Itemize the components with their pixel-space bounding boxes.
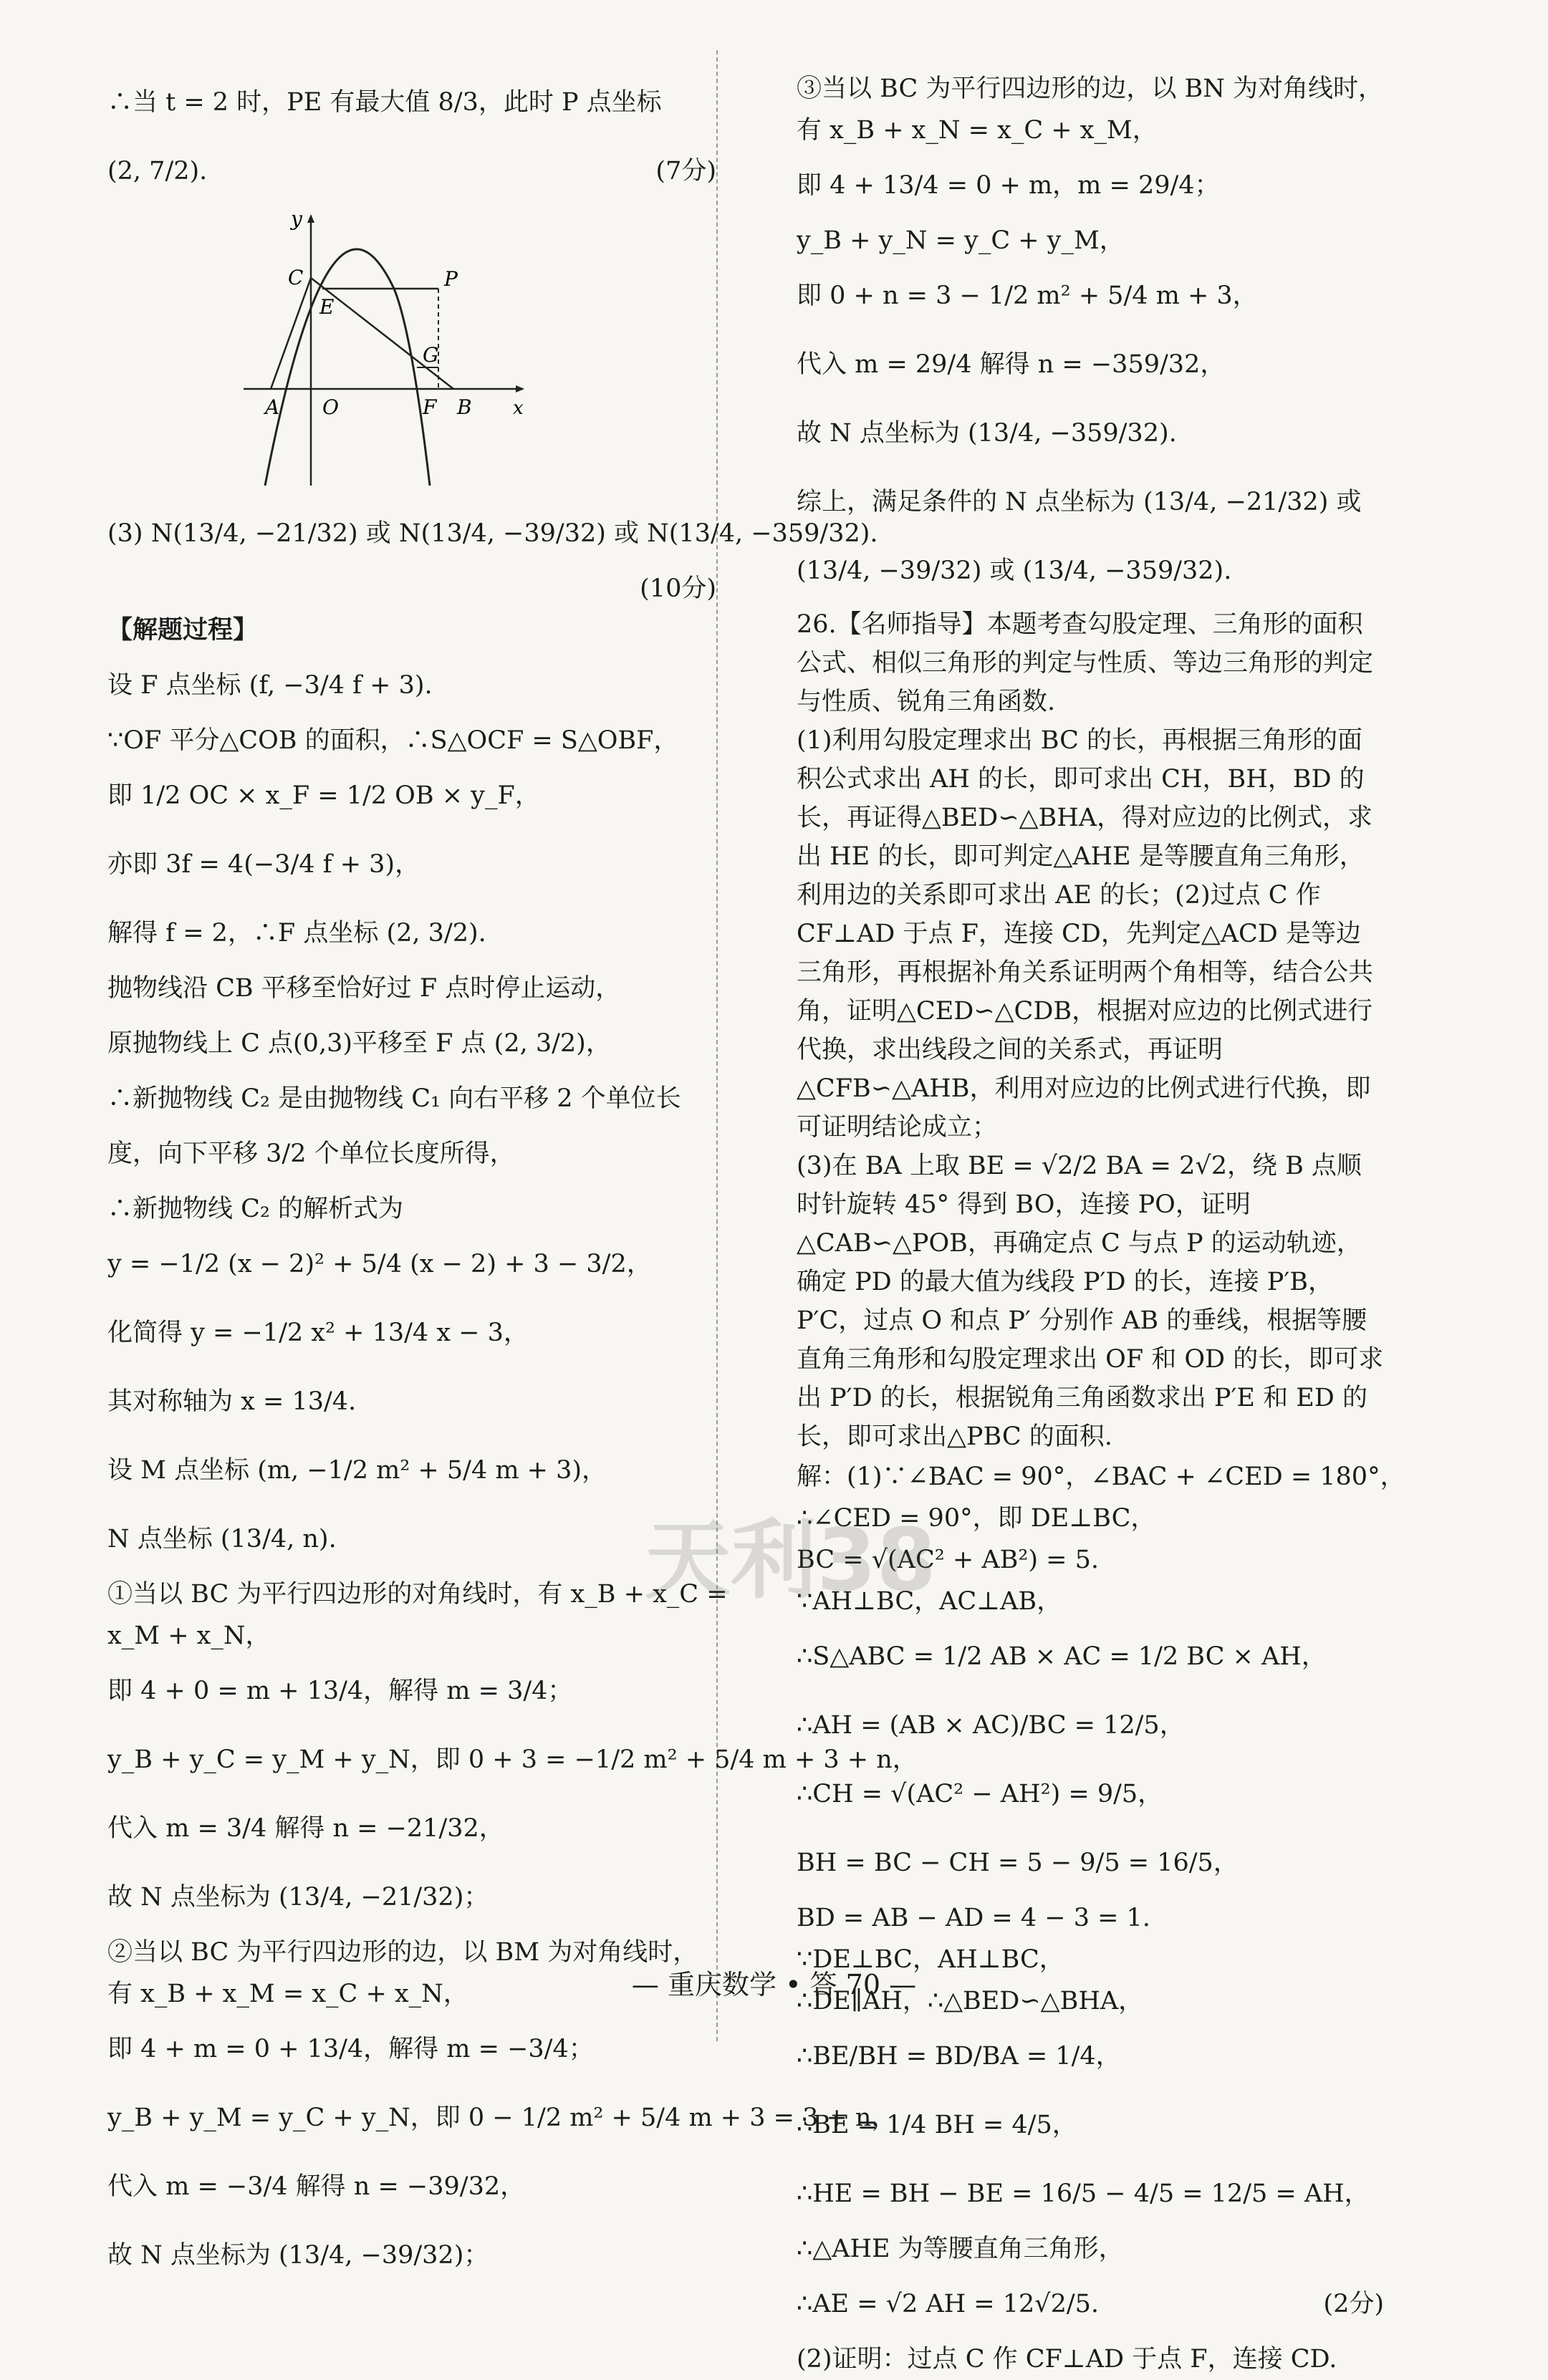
- score: (2分): [1323, 2290, 1384, 2318]
- line: ①当以 BC 为平行四边形的对角线时，有 x_B + x_C =: [107, 1580, 728, 1609]
- line: 设 F 点坐标 (f, −3/4 f + 3).: [107, 671, 433, 700]
- svg-text:天利38套: 天利38: [645, 1511, 936, 1611]
- line: ∴新抛物线 C₂ 是由抛物线 C₁ 向右平移 2 个单位长: [107, 1084, 681, 1113]
- question-26-guide: 26.【名师指导】本题考查勾股定理、三角形的面积公式、相似三角形的判定与性质、等边三角形的判定与性质、锐角三角函数.: [797, 610, 1374, 716]
- line: y = −1/2 (x − 2)² + 5/4 (x − 2) + 3 − 3/2，: [107, 1250, 652, 1278]
- guide-paragraph-1: (1)利用勾股定理求出 BC 的长，再根据三角形的面积公式求出 AH 的长，即可求出 CH，BH，BD 的长，再证得△BED∽△BHA，得对应边的比例式，求出 HE 的长，即可判定△AHE 是等腰直角三角形，利用边的关系即可求出 AE 的长；(2)过点 C 作 CF⊥AD 于点 F，连接 CD，先判定△ACD 是等边三角形，再根据补角关系证明两个角相等，结合公共角，证明△CED∽△CDB，根据对应边的比例式进行代换，求出线段之间的关系式，再证明△CFB∽△AHB，利用对应边的比例式进行代换，即可证明结论成立；: [797, 726, 1374, 1142]
- line: (2, 7/2). (7分): [107, 137, 716, 206]
- line: BC = √(AC² + AB²) = 5.: [797, 1546, 1099, 1574]
- line: 抛物线沿 CB 平移至恰好过 F 点时停止运动，: [107, 974, 621, 1003]
- line: 故 N 点坐标为 (13/4, −39/32)；: [107, 2241, 489, 2270]
- line: 代入 m = 29/4 解得 n = −359/32，: [797, 350, 1226, 379]
- line: y_B + y_C = y_M + y_N，即 0 + 3 = −1/2 m² + 5/4 m + 3 + n，: [107, 1745, 918, 1774]
- line: ∴CH = √(AC² − AH²) = 9/5，: [797, 1780, 1163, 1808]
- line: BH = BC − CH = 5 − 9/5 = 16/5，: [797, 1849, 1239, 1877]
- guide-paragraph-3: (3)在 BA 上取 BE = √2/2 BA = 2√2，绕 B 点顺时针旋转 45° 得到 BO，连接 PO，证明△CAB∽△POB，再确定点 C 与点 P 的运动轨迹，确定 PD 的最大值为线段 P′D 的长，连接 P′B，P′C，过点 O 和点 P′ 分别作 AB 的垂线，根据等腰直角三角形和勾股定理求出 OF 和 OD 的长，即可求出 P′D 的长，根据锐角三角函数求出 P′E 和 ED 的长，即可求出△PBC 的面积.: [797, 1152, 1384, 1451]
- line: ②当以 BC 为平行四边形的边，以 BM 为对角线时，: [107, 1938, 698, 1967]
- label-e: E: [319, 295, 335, 319]
- line: N 点坐标 (13/4, n).: [107, 1525, 337, 1553]
- line: ∵AH⊥BC，AC⊥AB，: [797, 1587, 1062, 1616]
- line: 解：(1)∵∠BAC = 90°，∠BAC + ∠CED = 180°，: [797, 1463, 1405, 1491]
- line: 代入 m = 3/4 解得 n = −21/32，: [107, 1814, 504, 1843]
- label-p: P: [444, 267, 458, 291]
- parabola-figure: [107, 210, 716, 496]
- line: 其对称轴为 x = 13/4.: [107, 1387, 357, 1416]
- line: ∵OF 平分△COB 的面积，∴S△OCF = S△OBF，: [107, 726, 679, 755]
- line: ∴新抛物线 C₂ 的解析式为: [107, 1195, 404, 1223]
- line: (13/4, −39/32) 或 (13/4, −359/32).: [797, 557, 1232, 585]
- section-heading: 【解题过程】: [107, 616, 259, 645]
- line: ③当以 BC 为平行四边形的边，以 BN 为对角线时，: [797, 74, 1383, 103]
- line: ∴AH = (AB × AC)/BC = 12/5，: [797, 1711, 1185, 1740]
- line: 有 x_B + x_M = x_C + x_N，: [107, 1980, 468, 2008]
- line: ∴HE = BH − BE = 16/5 − 4/5 = 12/5 = AH，: [797, 2179, 1370, 2208]
- line: 解得 f = 2，∴F 点坐标 (2, 3/2).: [107, 919, 486, 948]
- line: 原抛物线上 C 点(0,3)平移至 F 点 (2, 3/2)，: [107, 1029, 611, 1058]
- line: (2)证明：过点 C 作 CF⊥AD 于点 F，连接 CD.: [797, 2345, 1337, 2374]
- line: 综上，满足条件的 N 点坐标为 (13/4, −21/32) 或: [797, 488, 1362, 516]
- line: [107, 568, 716, 610]
- line: 代入 m = −3/4 解得 n = −39/32，: [107, 2172, 526, 2201]
- line: 即 4 + m = 0 + 13/4，解得 m = −3/4；: [107, 2035, 594, 2063]
- line: y_B + y_N = y_C + y_M，: [797, 226, 1125, 255]
- label-o: O: [322, 395, 339, 419]
- line: ∴△AHE 为等腰直角三角形，: [797, 2235, 1124, 2263]
- label-x: x: [513, 398, 524, 419]
- score: (7分): [655, 157, 716, 186]
- label-b: B: [457, 395, 472, 419]
- line: ∴AE = √2 AH = 12√2/5. (2分): [797, 2270, 1384, 2338]
- line: 即 1/2 OC × x_F = 1/2 OB × y_F，: [107, 781, 540, 810]
- line: 即 0 + n = 3 − 1/2 m² + 5/4 m + 3，: [797, 281, 1258, 310]
- line: 故 N 点坐标为 (13/4, −21/32)；: [107, 1883, 489, 1912]
- line: y_B + y_M = y_C + y_N，即 0 − 1/2 m² + 5/4 m + 3 = 3 + n，: [107, 2104, 897, 2132]
- line: 化简得 y = −1/2 x² + 13/4 x − 3，: [107, 1319, 529, 1347]
- line: ∴BE = 1/4 BH = 4/5，: [797, 2111, 1077, 2139]
- label-g: G: [423, 343, 439, 367]
- line: BD = AB − AD = 4 − 3 = 1.: [797, 1904, 1150, 1932]
- column-divider: [716, 50, 718, 2041]
- line: ∴当 t = 2 时，PE 有最大值 8/3，此时 P 点坐标: [107, 88, 662, 117]
- line: 有 x_B + x_N = x_C + x_M，: [797, 116, 1158, 145]
- line: 设 M 点坐标 (m, −1/2 m² + 5/4 m + 3)，: [107, 1456, 607, 1485]
- line: ∴S△ABC = 1/2 AB × AC = 1/2 BC × AH，: [797, 1642, 1327, 1671]
- watermark-stamp: [638, 1468, 938, 1654]
- line: ∴∠CED = 90°，即 DE⊥BC，: [797, 1504, 1156, 1533]
- score: (10分): [640, 574, 716, 603]
- line: ∴DE∥AH，∴△BED∽△BHA，: [797, 1987, 1144, 2015]
- right-column: [797, 68, 1405, 2380]
- line: 故 N 点坐标为 (13/4, −359/32).: [797, 419, 1177, 448]
- line: 度，向下平移 3/2 个单位长度所得，: [107, 1140, 515, 1168]
- line: 即 4 + 0 = m + 13/4，解得 m = 3/4；: [107, 1677, 573, 1705]
- line: ∴BE/BH = BD/BA = 1/4，: [797, 2042, 1121, 2071]
- line: (3) N(13/4, −21/32) 或 N(13/4, −39/32) 或 N(13/4, −359/32).: [107, 519, 878, 548]
- line: ∵DE⊥BC，AH⊥BC，: [797, 1945, 1064, 1974]
- line: 亦即 3f = 4(−3/4 f + 3)，: [107, 850, 420, 879]
- line: 即 4 + 13/4 = 0 + m，m = 29/4；: [797, 171, 1220, 200]
- line: x_M + x_N，: [107, 1622, 271, 1650]
- label-a: A: [265, 395, 280, 419]
- label-y: y: [291, 210, 302, 231]
- parabola-diagram: [244, 210, 530, 489]
- label-f: F: [423, 395, 437, 419]
- page-footer: — 重庆数学 • 答 70 —: [631, 1969, 917, 2000]
- label-c: C: [288, 266, 304, 289]
